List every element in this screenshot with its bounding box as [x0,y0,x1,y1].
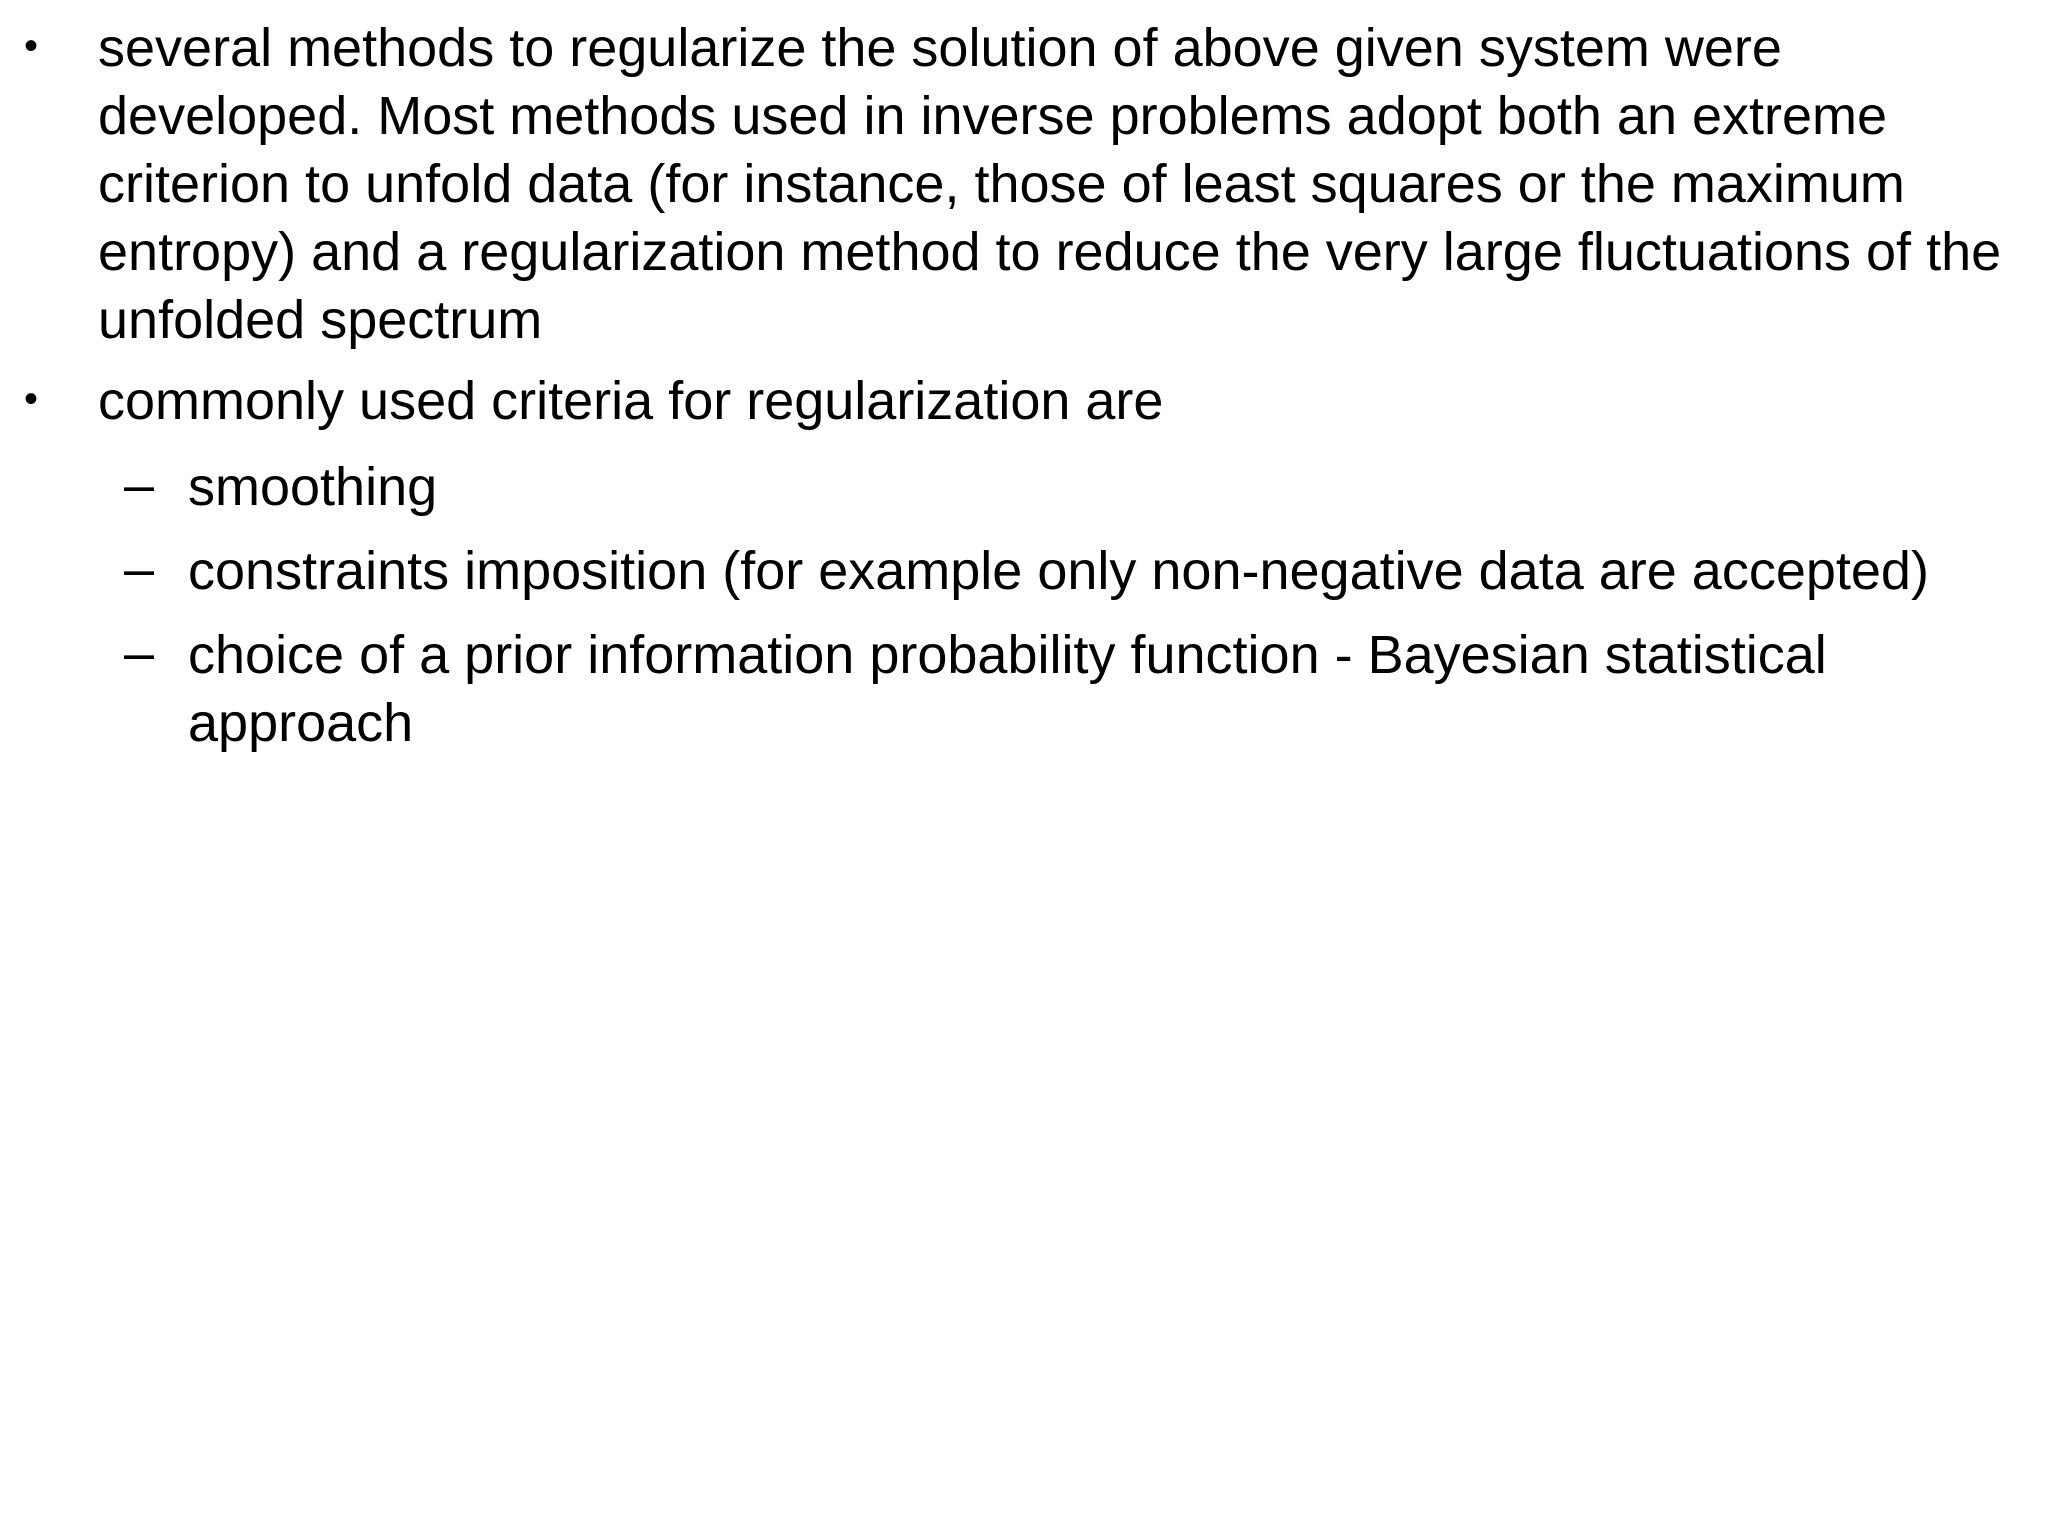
bullet-item-methods [0,14,2048,354]
bullet-marker: • [24,24,39,68]
sub-item-text: choice of a prior information probability function - Bayesian statistical approach [188,625,1827,753]
dash-marker: – [124,623,155,683]
sub-item-smoothing [0,453,2028,521]
dash-marker: – [124,455,155,515]
bullet-item-criteria [0,367,2048,757]
dash-marker: – [124,539,155,599]
bullet-list [0,14,2048,773]
sub-item-text: smoothing [188,457,438,517]
bullet-text: several methods to regularize the solution of above given system were developed. Most methods used in inverse problems adopt both an extreme criterion to unfold data (for instance, those of least squares or the maximum entropy) and a regularization method to reduce the very large fluctuations of the unfolded spectrum [98,18,2002,350]
bullet-text: commonly used criteria for regularization are [98,371,1164,431]
sub-item-constraints [0,537,2028,605]
bullet-marker: • [24,377,39,421]
sub-item-text: constraints imposition (for example only non-negative data are accepted) [188,541,1929,601]
sub-item-prior [0,621,2028,757]
sub-list [98,453,2028,757]
